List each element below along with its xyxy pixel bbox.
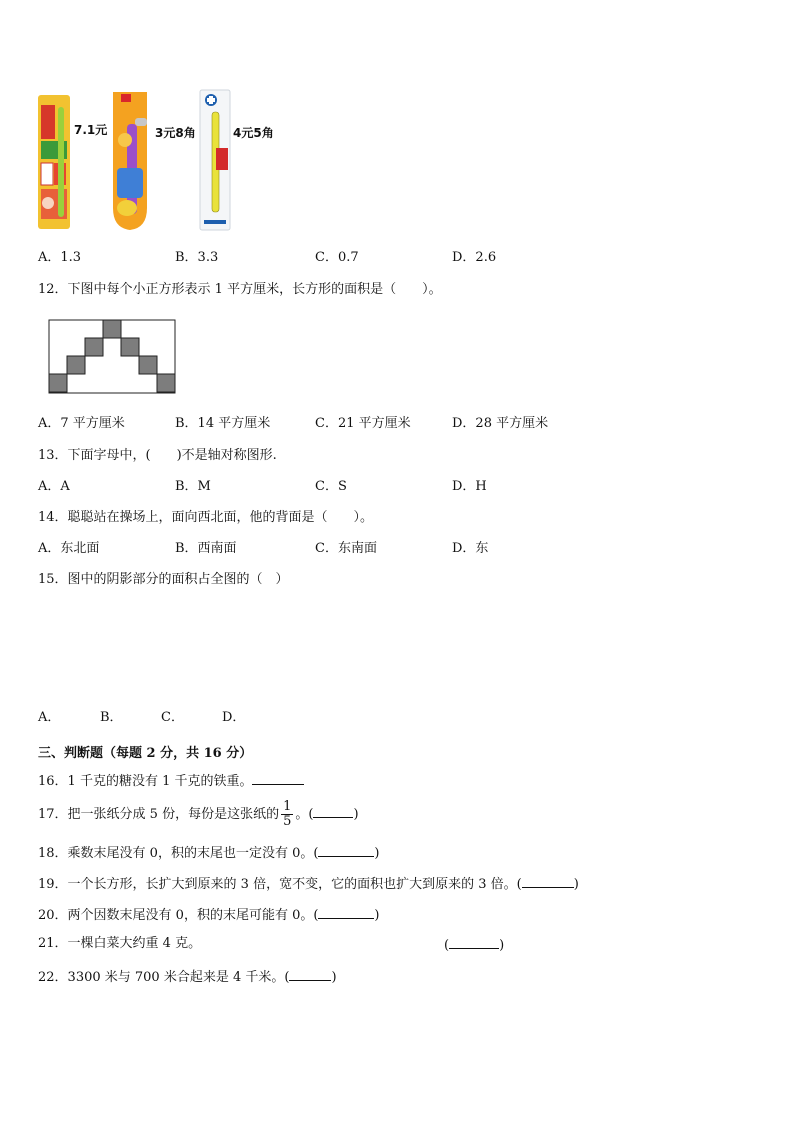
q12-option-d[interactable]: D．28 平方厘米 <box>452 416 549 431</box>
q12-text: 12．下图中每个小正方形表示 1 平方厘米，长方形的面积是（ ）。 <box>38 282 442 297</box>
q20-answer-blank[interactable] <box>318 905 374 919</box>
price-label-1: 7.1元 <box>74 123 108 137</box>
q12-option-a[interactable]: A．7 平方厘米 <box>38 416 125 431</box>
q15-text: 15．图中的阴影部分的面积占全图的（ ） <box>38 572 289 587</box>
q20 <box>38 905 380 925</box>
q19-text: 19．一个长方形，长扩大到原来的 3 倍，宽不变，它的面积也扩大到原来的 3 倍。( <box>38 877 522 892</box>
q17-numerator: 1 <box>283 799 292 814</box>
q17-open-paren: 。( <box>295 807 314 822</box>
q17-text: 17．把一张纸分成 5 份，每份是这张纸的 <box>38 807 280 822</box>
q20-text: 20．两个因数末尾没有 0，积的末尾可能有 0。( <box>38 908 319 923</box>
q14-option-a[interactable]: A．东北面 <box>38 541 100 556</box>
q21-close-paren: ) <box>499 938 505 953</box>
q13-option-d[interactable]: D．H <box>452 479 487 494</box>
q14-text: 14．聪聪站在操场上，面向西北面，他的背面是（ ）。 <box>38 510 374 525</box>
q21-open-paren: ( <box>444 938 450 953</box>
q17-close-paren: ) <box>353 807 359 822</box>
toothbrush-image-1 <box>36 93 72 231</box>
q14-option-d[interactable]: D．东 <box>452 541 489 556</box>
section-3-heading: 三、判断题（每题 2 分，共 16 分） <box>38 746 253 761</box>
q17-fraction <box>281 800 293 829</box>
q13-option-c[interactable]: C．S <box>315 479 347 494</box>
q21-answer-blank[interactable] <box>449 935 499 949</box>
q19-close-paren: ) <box>573 877 579 892</box>
q17-denominator: 5 <box>283 814 292 829</box>
q22-close-paren: ) <box>331 970 337 985</box>
q22-answer-blank[interactable] <box>289 967 331 981</box>
q13-text: 13．下面字母中，( )不是轴对称图形. <box>38 448 277 463</box>
q13-option-a[interactable]: A．A <box>38 479 70 494</box>
q15-option-d[interactable]: D． <box>222 710 246 725</box>
q21-answer <box>444 935 504 955</box>
q11-option-d[interactable]: D．2.6 <box>452 250 497 265</box>
price-label-3: 4元5角 <box>233 126 274 140</box>
q12-grid-figure <box>48 319 176 394</box>
q21-text: 21．一棵白菜大约重 4 克。 <box>38 936 202 951</box>
q12-option-c[interactable]: C．21 平方厘米 <box>315 416 411 431</box>
q17-answer-blank[interactable] <box>313 804 353 818</box>
q18-text: 18．乘数末尾没有 0，积的末尾也一定没有 0。( <box>38 846 319 861</box>
q22-text: 22．3300 米与 700 米合起来是 4 千米。( <box>38 970 290 985</box>
q15-option-a[interactable]: A． <box>38 710 61 725</box>
q16-answer-blank[interactable] <box>252 771 304 785</box>
toothbrush-image-3 <box>198 88 232 232</box>
q15-option-b[interactable]: B． <box>100 710 123 725</box>
q16-text: 16．1 千克的糖没有 1 千克的铁重。 <box>38 774 253 789</box>
q18-close-paren: ) <box>374 846 380 861</box>
q13-option-b[interactable]: B．M <box>175 479 211 494</box>
q19-answer-blank[interactable] <box>522 874 574 888</box>
q11-option-a[interactable]: A．1.3 <box>38 250 82 265</box>
q11-option-b[interactable]: B．3.3 <box>175 250 219 265</box>
q22 <box>38 967 337 987</box>
toothbrush-image-2 <box>107 88 153 232</box>
price-label-2: 3元8角 <box>155 126 196 140</box>
q18-answer-blank[interactable] <box>318 843 374 857</box>
q21 <box>38 935 201 953</box>
q17 <box>38 799 359 831</box>
q11-option-c[interactable]: C．0.7 <box>315 250 359 265</box>
q14-option-b[interactable]: B．西南面 <box>175 541 237 556</box>
q15-option-c[interactable]: C． <box>161 710 184 725</box>
q19 <box>38 874 579 894</box>
q18 <box>38 843 380 863</box>
q16 <box>38 771 304 791</box>
q14-option-c[interactable]: C．东南面 <box>315 541 377 556</box>
q12-option-b[interactable]: B．14 平方厘米 <box>175 416 271 431</box>
q20-close-paren: ) <box>374 908 380 923</box>
